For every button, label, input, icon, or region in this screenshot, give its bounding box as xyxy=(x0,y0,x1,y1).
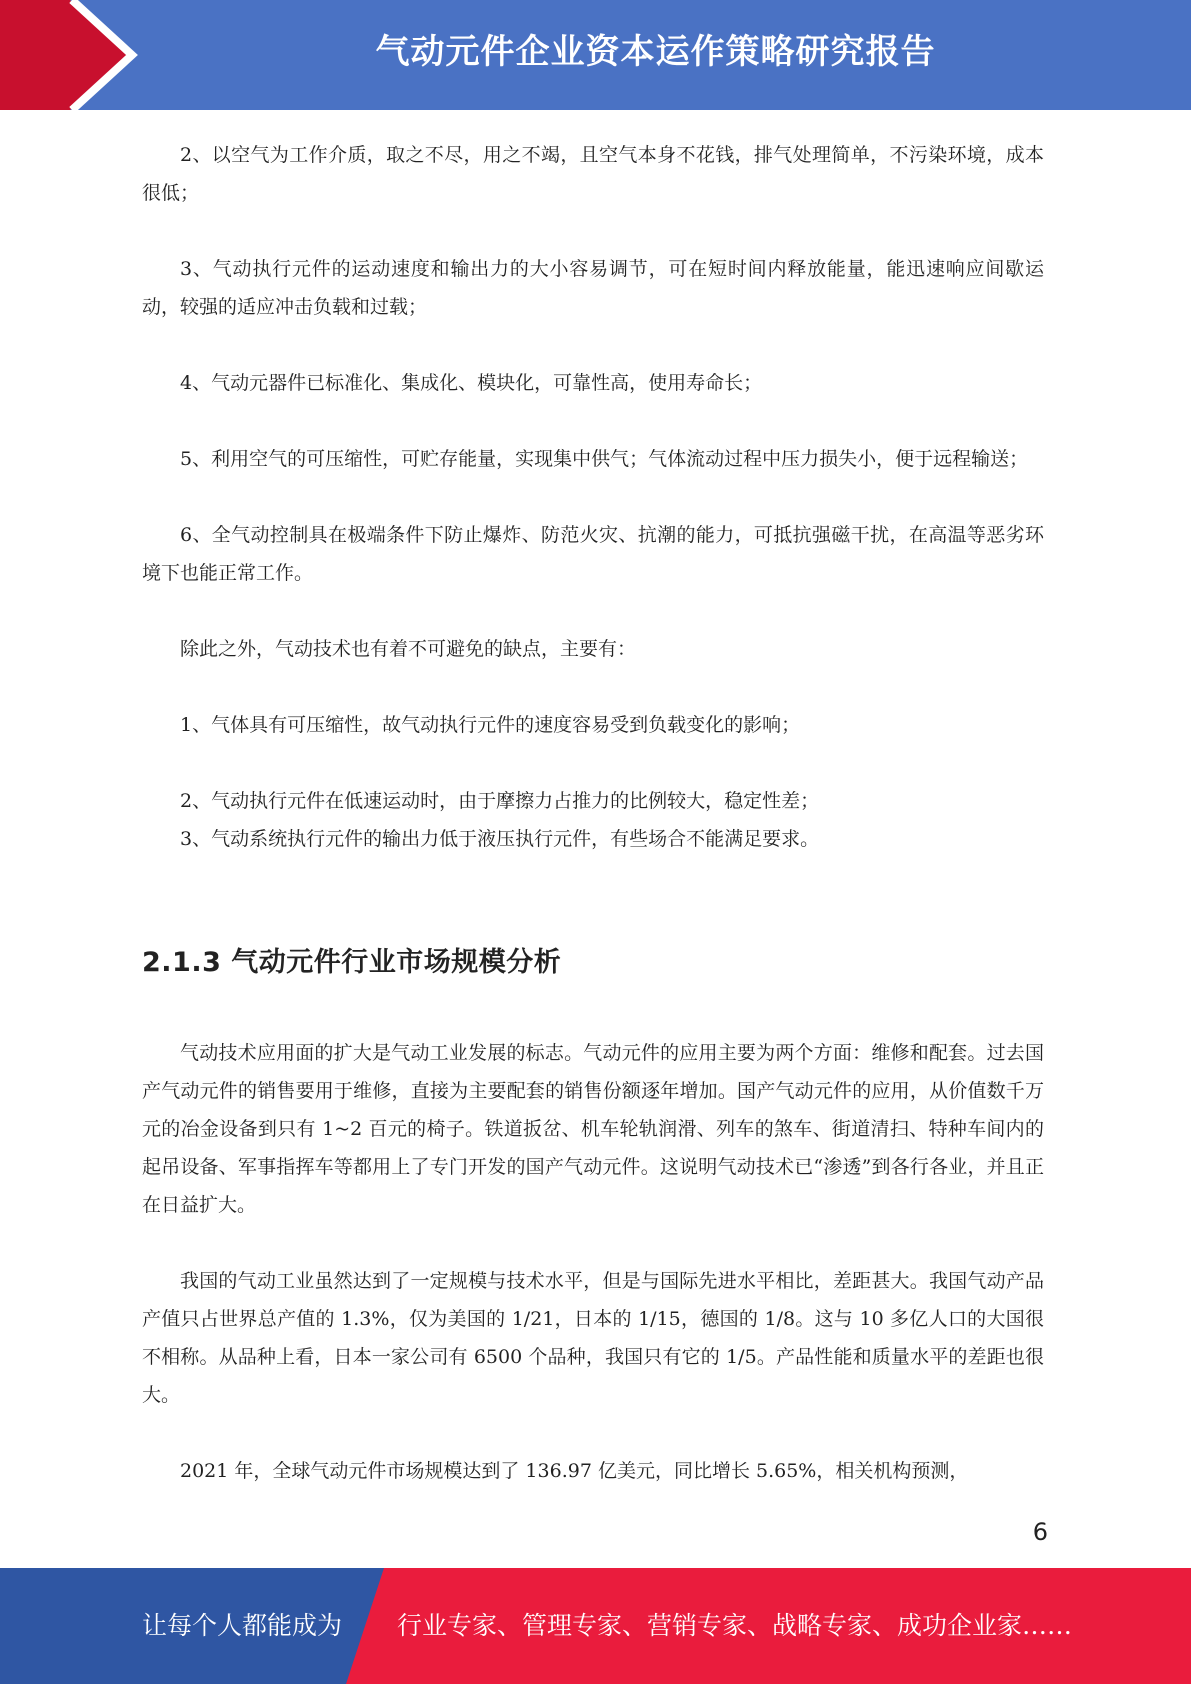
paragraph: 气动技术应用面的扩大是气动工业发展的标志。气动元件的应用主要为两个方面：维修和配套。过去国产气动元件的销售要用于维修，直接为主要配套的销售份额逐年增加。国产气动元件的应用，从价值数千万元的冶金设备到只有 1~2 百元的椅子。铁道扳岔、机车轮轨润滑、列车的煞车、街道清扫、特种车间内的起吊设备、军事指挥车等都用上了专门开发的国产气动元件。这说明气动技术已“渗透”到各行各业，并且正在日益扩大。 xyxy=(142,1042,1044,1216)
section-heading: 2.1.3 气动元件行业市场规模分析 xyxy=(142,947,562,978)
paragraph: 2021 年，全球气动元件市场规模达到了 136.97 亿美元，同比增长 5.65%，相关机构预测， xyxy=(180,1460,969,1482)
paragraph: 2、以空气为工作介质，取之不尽，用之不竭，且空气本身不花钱，排气处理简单，不污染环境，成本很低； xyxy=(142,144,1044,204)
paragraph: 6、全气动控制具在极端条件下防止爆炸、防范火灾、抗潮的能力，可抵抗强磁干扰，在高温等恶劣环境下也能正常工作。 xyxy=(142,524,1044,584)
paragraph: 3、气动系统执行元件的输出力低于液压执行元件，有些场合不能满足要求。 xyxy=(180,828,820,850)
footer-slogan-left: 让每个人都能成为 xyxy=(142,1611,343,1640)
paragraph: 1、气体具有可压缩性，故气动执行元件的速度容易受到负载变化的影响； xyxy=(180,714,801,736)
paragraph: 5、利用空气的可压缩性，可贮存能量，实现集中供气；气体流动过程中压力损失小，便于远程输送； xyxy=(180,448,1029,470)
paragraph: 除此之外，气动技术也有着不可避免的缺点，主要有： xyxy=(180,638,637,660)
paragraph: 2、气动执行元件在低速运动时，由于摩擦力占推力的比例较大，稳定性差； xyxy=(180,790,820,812)
paragraph: 3、气动执行元件的运动速度和输出力的大小容易调节，可在短时间内释放能量，能迅速响应间歇运动，较强的适应冲击负载和过载； xyxy=(142,258,1044,318)
body-top xyxy=(142,136,1044,858)
header-title: 气动元件企业资本运作策略研究报告 xyxy=(375,32,936,72)
footer-slogan-right: 行业专家、管理专家、营销专家、战略专家、成功企业家…… xyxy=(397,1611,1073,1640)
page-header xyxy=(0,0,1191,110)
body-section xyxy=(142,1034,1044,1490)
paragraph: 我国的气动工业虽然达到了一定规模与技术水平，但是与国际先进水平相比，差距甚大。我国气动产品产值只占世界总产值的 1.3%，仅为美国的 1/21，日本的 1/15，德国的 1/8。这与 10 多亿人口的大国很不相称。从品种上看，日本一家公司有 6500 个品种，我国只有它的 1/5。产品性能和质量水平的差距也很大。 xyxy=(142,1270,1044,1406)
paragraph: 4、气动元器件已标准化、集成化、模块化，可靠性高，使用寿命长； xyxy=(180,372,763,394)
page-number: 6 xyxy=(1032,1518,1048,1546)
page-footer xyxy=(0,1568,1191,1684)
